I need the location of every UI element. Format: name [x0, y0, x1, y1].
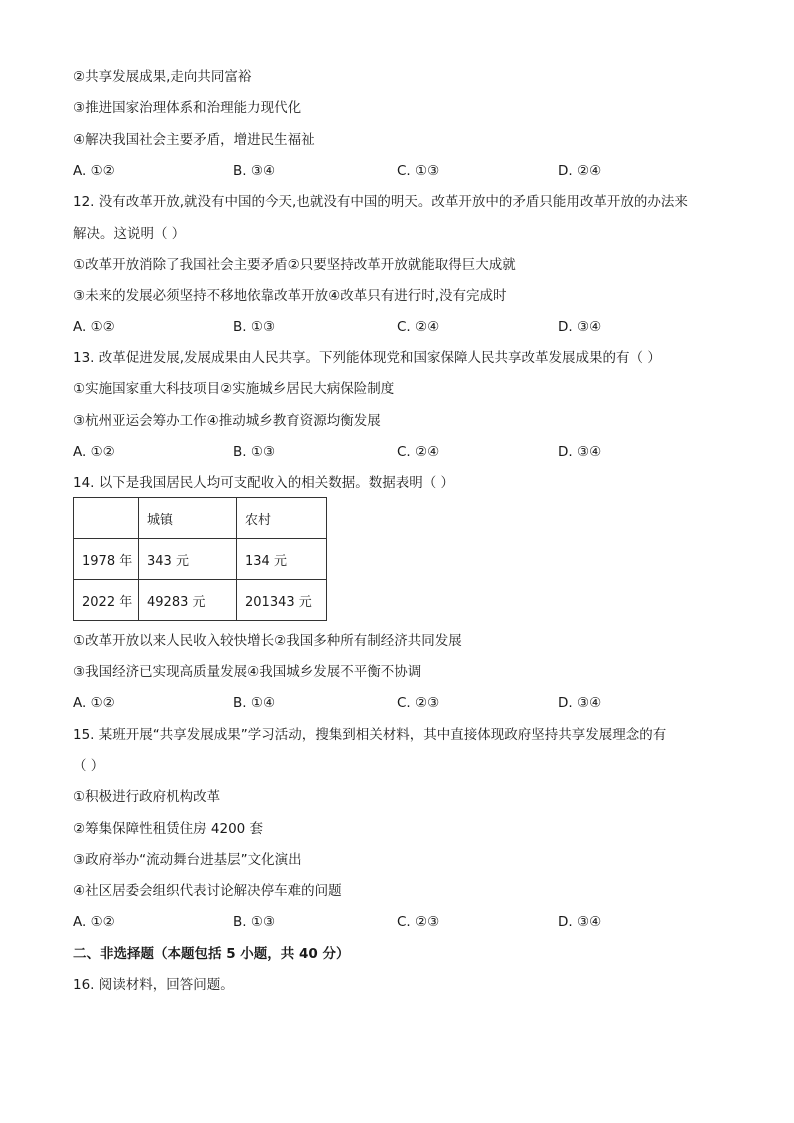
section-heading: 二、非选择题（本题包括 5 小题，共 40 分）	[73, 946, 350, 962]
q14-statements-12: ①改革开放以来人民收入较快增长②我国多种所有制经济共同发展	[73, 633, 462, 649]
q15-option-b[interactable]: B. ①③	[233, 914, 276, 930]
q12-stem-line1: 12. 没有改革开放,就没有中国的今天,也就没有中国的明天。改革开放中的矛盾只能用改革开放的办法来	[73, 194, 688, 210]
q12-statements-12: ①改革开放消除了我国社会主要矛盾②只要坚持改革开放就能取得巨大成就	[73, 257, 516, 273]
q14-statements-34: ③我国经济已实现高质量发展④我国城乡发展不平衡不协调	[73, 664, 422, 680]
q11-option-a[interactable]: A. ①②	[73, 163, 115, 179]
q14-stem: 14. 以下是我国居民人均可支配收入的相关数据。数据表明（ ）	[73, 475, 455, 491]
q12-option-c[interactable]: C. ②④	[397, 319, 440, 335]
table-cell: 1978 年	[74, 539, 139, 580]
q12-stem-line2: 解决。这说明（ ）	[73, 226, 186, 242]
q12-option-a[interactable]: A. ①②	[73, 319, 115, 335]
q15-stem-line2: （ ）	[73, 758, 105, 774]
q13-option-c[interactable]: C. ②④	[397, 444, 440, 460]
table-cell: 49283 元	[139, 580, 237, 621]
q12-options	[73, 318, 733, 336]
q15-statement-4: ④社区居委会组织代表讨论解决停车难的问题	[73, 883, 342, 899]
q15-option-d[interactable]: D. ③④	[558, 914, 602, 930]
table-header-cell: 城镇	[139, 498, 237, 539]
q14-option-d[interactable]: D. ③④	[558, 695, 602, 711]
table-row	[74, 539, 327, 580]
income-table	[73, 497, 327, 621]
q11-statement-3: ③推进国家治理体系和治理能力现代化	[73, 100, 302, 116]
q15-stem-line1: 15. 某班开展“共享发展成果”学习活动，搜集到相关材料，其中直接体现政府坚持共享发展理念的有	[73, 727, 667, 743]
q13-option-b[interactable]: B. ①③	[233, 444, 276, 460]
q13-options	[73, 443, 733, 461]
q14-options	[73, 694, 733, 712]
q13-option-d[interactable]: D. ③④	[558, 444, 602, 460]
q14-option-a[interactable]: A. ①②	[73, 695, 115, 711]
q15-statement-2: ②筹集保障性租赁住房 4200 套	[73, 821, 264, 837]
q13-option-a[interactable]: A. ①②	[73, 444, 115, 460]
q15-option-a[interactable]: A. ①②	[73, 914, 115, 930]
q15-statement-1: ①积极进行政府机构改革	[73, 789, 221, 805]
q13-statements-12: ①实施国家重大科技项目②实施城乡居民大病保险制度	[73, 381, 395, 397]
q12-statements-34: ③未来的发展必须坚持不移地依靠改革开放④改革只有进行时,没有完成时	[73, 288, 507, 304]
q15-options	[73, 913, 733, 931]
table-cell: 2022 年	[74, 580, 139, 621]
table-cell: 343 元	[139, 539, 237, 580]
table-header-row	[74, 498, 327, 539]
q15-statement-3: ③政府举办“流动舞台进基层”文化演出	[73, 852, 302, 868]
q11-option-b[interactable]: B. ③④	[233, 163, 276, 179]
q13-statements-34: ③杭州亚运会筹办工作④推动城乡教育资源均衡发展	[73, 413, 381, 429]
table-cell: 201343 元	[237, 580, 327, 621]
q11-options	[73, 162, 733, 180]
q14-option-c[interactable]: C. ②③	[397, 695, 440, 711]
table-cell: 134 元	[237, 539, 327, 580]
q15-option-c[interactable]: C. ②③	[397, 914, 440, 930]
q11-option-d[interactable]: D. ②④	[558, 163, 602, 179]
q11-option-c[interactable]: C. ①③	[397, 163, 440, 179]
q14-option-b[interactable]: B. ①④	[233, 695, 276, 711]
q16-stem: 16. 阅读材料，回答问题。	[73, 977, 234, 993]
q11-statement-4: ④解决我国社会主要矛盾，增进民生福祉	[73, 132, 315, 148]
q11-statement-2: ②共享发展成果,走向共同富裕	[73, 69, 252, 85]
q13-stem: 13. 改革促进发展,发展成果由人民共享。下列能体现党和国家保障人民共享改革发展成果的有（ ）	[73, 350, 661, 366]
table-header-cell	[74, 498, 139, 539]
q12-option-b[interactable]: B. ①③	[233, 319, 276, 335]
q12-option-d[interactable]: D. ③④	[558, 319, 602, 335]
table-header-cell: 农村	[237, 498, 327, 539]
table-row	[74, 580, 327, 621]
